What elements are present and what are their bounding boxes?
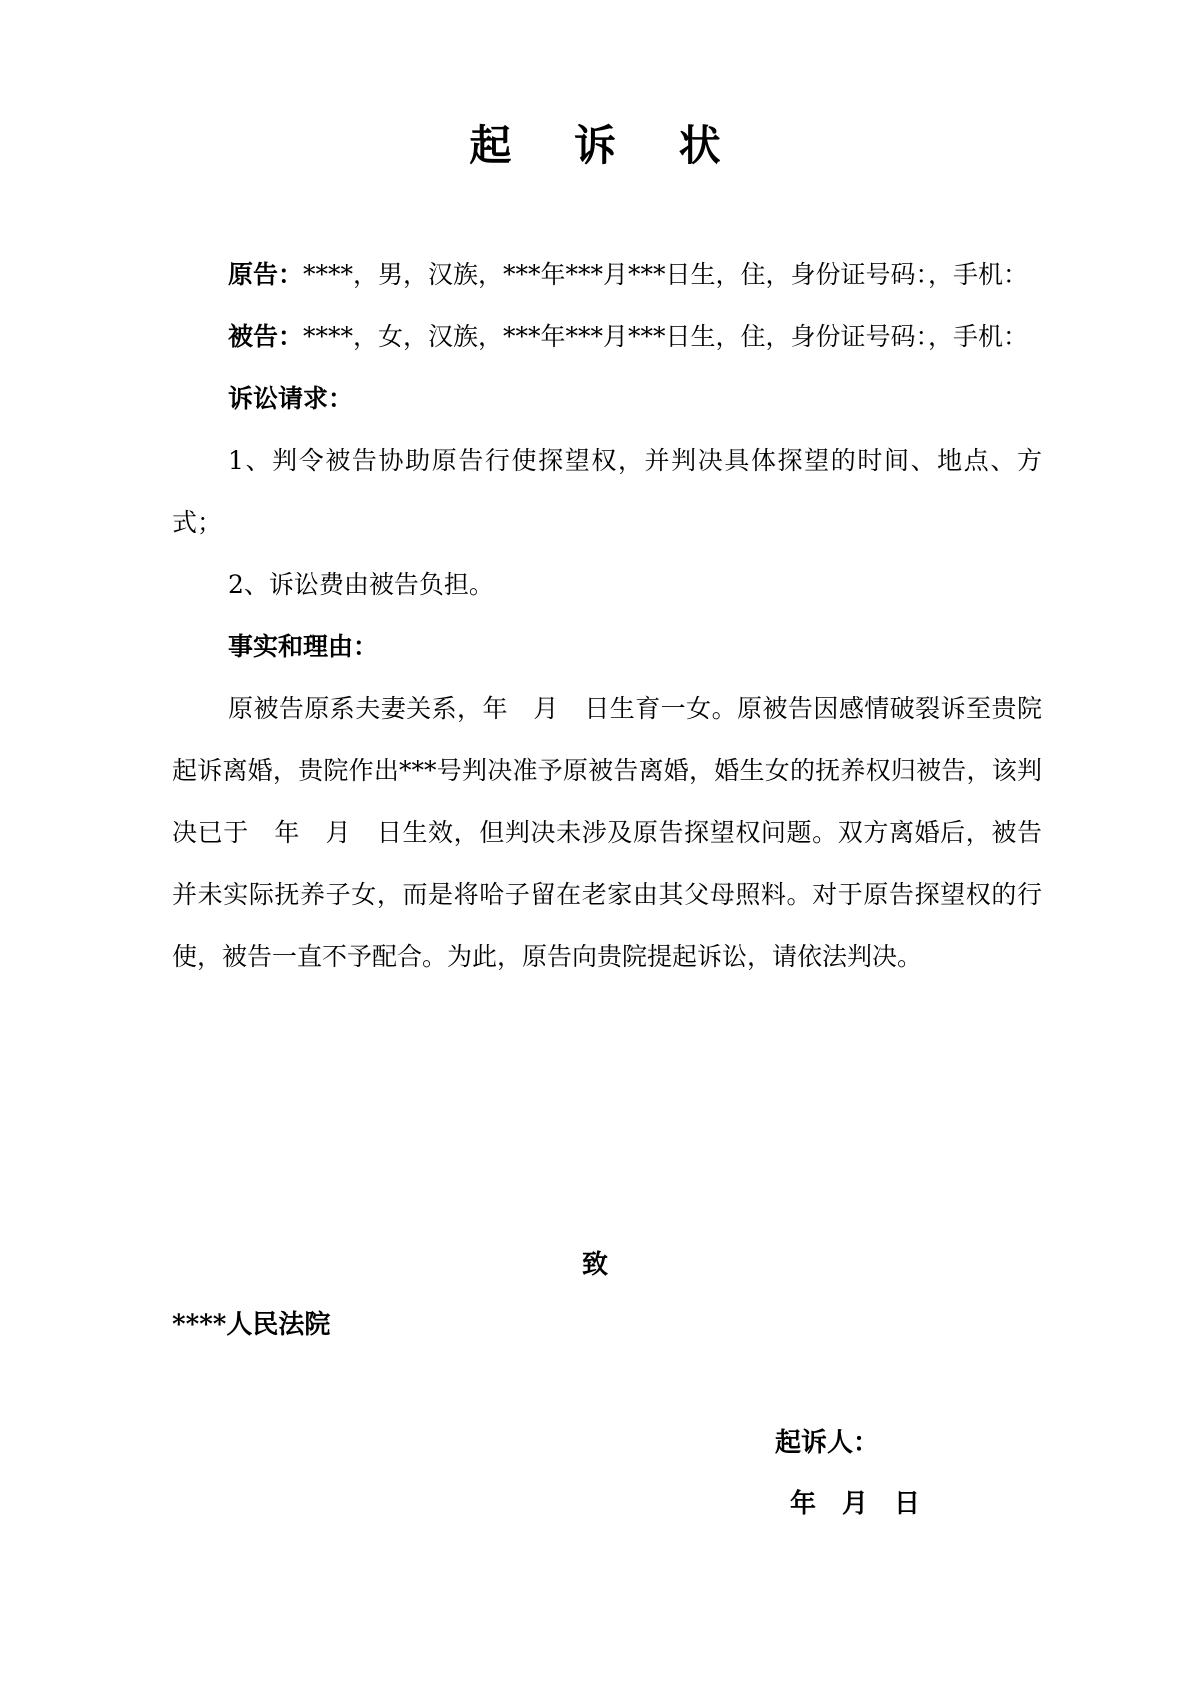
defendant-info: ****，女，汉族，***年***月***日生，住，身份证号码：，手机： <box>303 322 1029 351</box>
document-body <box>172 244 1042 988</box>
claim-item: 2、诉讼费由被告负担。 <box>228 570 494 599</box>
facts-paragraph: 原被告原系夫妻关系，年 月 日生育一女。原被告因感情破裂诉至贵院起诉离婚，贵院作出***号判决准予原被告离婚，婚生女的抚养权归被告，该判决已于 年 月 日生效，但判决未涉及原告探望权问题。双方离婚后，被告并未实际抚养子女，而是将哈子留在老家由其父母照料。对于原告探望权的行使，被告一直不予配合。为此，原告向贵院提起诉讼，请依法判决。 <box>172 694 1042 971</box>
claims-heading: 诉讼请求： <box>228 384 354 413</box>
claim-item: 1、判令被告协助原告行使探望权，并判决具体探望的时间、地点、方式； <box>172 446 1042 537</box>
signer-label: 起诉人： <box>775 1428 880 1458</box>
document-title: 起 诉 状 <box>469 121 745 170</box>
signature-date: 年 月 日 <box>790 1489 921 1519</box>
court-name: ****人民法院 <box>172 1310 331 1340</box>
defendant-label: 被告： <box>228 322 304 351</box>
defendant-paragraph <box>172 306 1042 368</box>
plaintiff-info: ****，男，汉族，***年***月***日生，住，身份证号码：，手机： <box>303 260 1029 289</box>
plaintiff-label: 原告： <box>228 260 304 289</box>
facts-heading: 事实和理由： <box>228 632 379 661</box>
addressee-to: 致 <box>581 1250 608 1280</box>
plaintiff-paragraph <box>172 244 1042 306</box>
